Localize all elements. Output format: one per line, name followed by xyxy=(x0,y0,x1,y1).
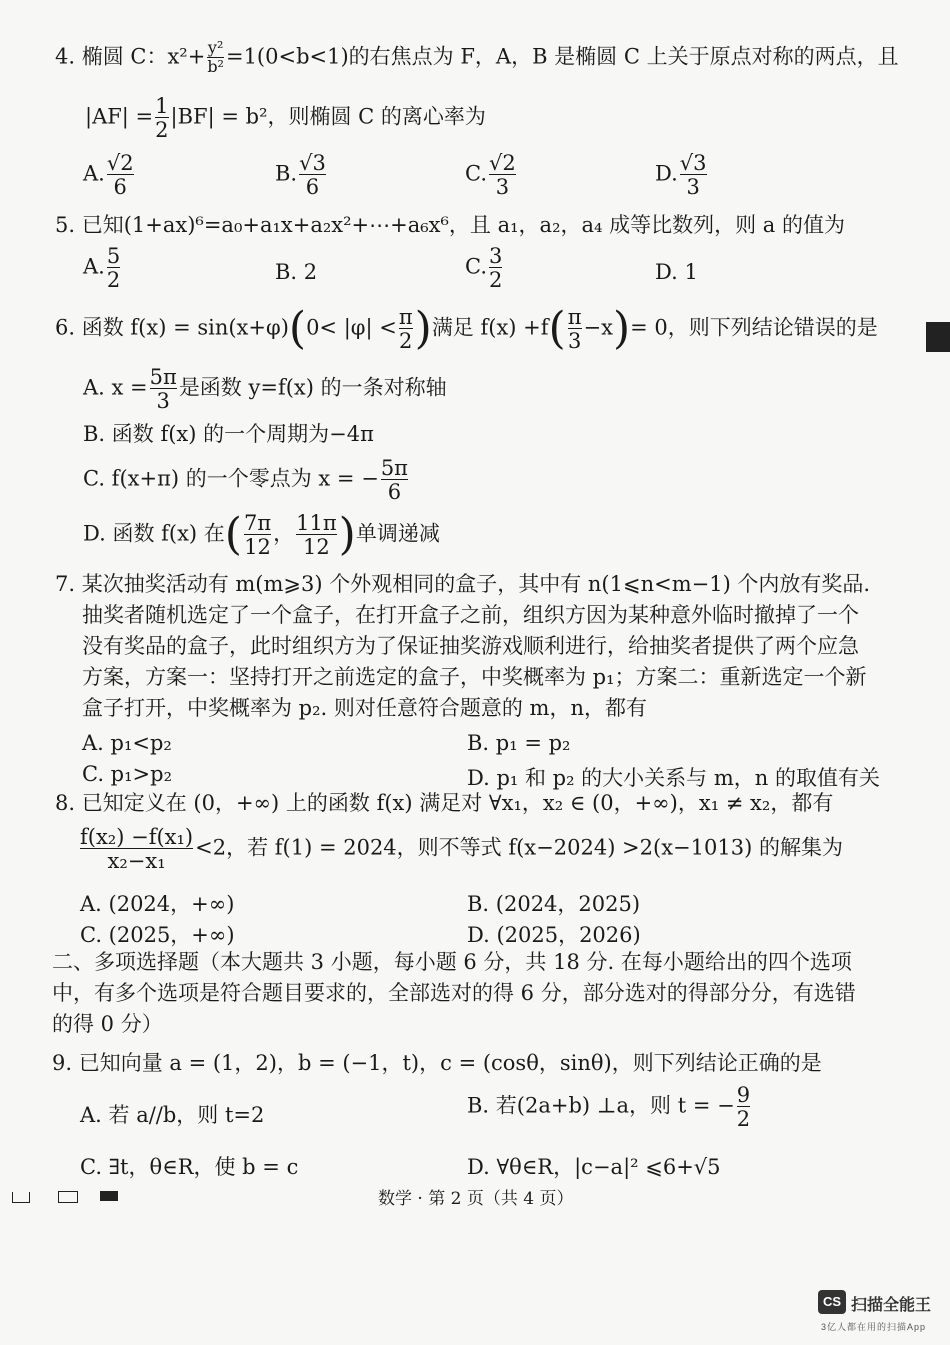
q6-option-a: A. x = $\frac{5\pi}{3}$ 是函数 y=f(x) 的一条对称轴 xyxy=(83,365,447,414)
footer-marker-1 xyxy=(12,1192,30,1203)
q7-line-2: 抽奖者随机选定了一个盒子，在打开盒子之前，组织方因为某种意外临时撤掉了一个 xyxy=(82,603,859,627)
q5-option-b: B. 2 xyxy=(275,260,318,284)
q8-option-c: C. (2025，+∞) xyxy=(80,923,235,947)
q4-option-c: C. $\frac{√2}{3}$ xyxy=(465,151,516,200)
q9-option-c: C. ∃t，θ∈R，使 b = c xyxy=(80,1155,299,1179)
q5-option-c: C. $\frac{3}{2}$ xyxy=(465,244,503,293)
q7-option-c: C. p₁>p₂ xyxy=(82,762,172,786)
q8-difference-quotient: $\frac{\text{f(x₂) −f(x₁)}}{\text{x₂−x₁}}$ xyxy=(80,825,194,874)
footer-page-label: 数学 · 第 2 页（共 4 页） xyxy=(378,1189,574,1209)
scanner-brand: 扫描全能王 xyxy=(851,1297,932,1314)
q9-stem: 9. 已知向量 a = (1，2)，b = (−1，t)，c = (cosθ，sinθ)，则下列结论正确的是 xyxy=(52,1051,822,1075)
q8-line1: 8. 已知定义在 (0，+∞) 上的函数 f(x) 满足对 ∀x₁，x₂ ∈ (0，+∞)，x₁ ≠ x₂，都有 xyxy=(55,791,834,815)
q7-option-a: A. p₁<p₂ xyxy=(82,731,172,755)
scanner-logo-icon: CS xyxy=(818,1290,846,1314)
scanner-slogan: 3亿人都在用的扫描App xyxy=(821,1322,927,1332)
q6-stem: 6. 函数 f(x) = sin(x+φ)(0< |φ| < $\frac{\pi}{2}$ )满足 f(x) +f( $\frac{\pi}{3}$ −x)= 0，则下列结论错误的是 xyxy=(55,303,878,355)
q9-option-b: B. 若(2a+b) ⊥a，则 t = − $\frac{9}{2}$ xyxy=(467,1083,751,1132)
section2-line-1: 二、多项选择题（本大题共 3 小题，每小题 6 分，共 18 分. 在每小题给出的四个选项 xyxy=(52,950,852,974)
q7-line-4: 方案，方案一：坚持打开之前选定的盒子，中奖概率为 p₁；方案二：重新选定一个新 xyxy=(82,665,867,689)
q8-option-b: B. (2024，2025) xyxy=(467,892,641,916)
q7-line-5: 盒子打开，中奖概率为 p₂. 则对任意符合题意的 m，n，都有 xyxy=(82,696,647,720)
q4-line1-pre: 4. 椭圆 C：x²+ xyxy=(55,44,206,69)
footer-marker-3 xyxy=(100,1191,118,1201)
q4-option-b: B. $\frac{√3}{6}$ xyxy=(275,151,326,200)
q5-option-d: D. 1 xyxy=(655,260,698,284)
section2-line-3: 的得 0 分） xyxy=(52,1012,163,1036)
q9-option-d: D. ∀θ∈R，|c−a|² ⩽6+√5 xyxy=(467,1155,721,1179)
q9-option-a: A. 若 a//b，则 t=2 xyxy=(80,1103,265,1127)
q7-line-3: 没有奖品的盒子，此时组织方为了保证抽奖游戏顺利进行，给抽奖者提供了两个应急 xyxy=(82,634,859,658)
q6-option-d: D. 函数 f(x) 在( $\frac{7\pi}{12}$ ， $\frac{11\pi}{12}$ )单调递减 xyxy=(83,509,440,561)
q4-line2 xyxy=(85,95,486,141)
section2-line-2: 中，有多个选项是符合题目要求的，全部选对的得 6 分，部分选对的得部分分，有选错 xyxy=(52,981,856,1005)
q8-option-d: D. (2025，2026) xyxy=(467,923,641,947)
q5-stem: 5. 已知(1+ax)⁶=a₀+a₁x+a₂x²+⋯+a₆x⁶，且 a₁，a₂，a₄ 成等比数列，则 a 的值为 xyxy=(55,213,845,237)
q4-line1 xyxy=(55,40,899,76)
q6-option-c: C. f(x+π) 的一个零点为 x = − $\frac{5\pi}{6}$ xyxy=(83,456,408,505)
q4-option-d: D. $\frac{√3}{3}$ xyxy=(655,151,707,200)
q6-option-b: B. 函数 f(x) 的一个周期为−4π xyxy=(83,422,374,446)
q7-line-1: 7. 某次抽奖活动有 m(m⩾3) 个外观相同的盒子，其中有 n(1⩽n<m−1) 个内放有奖品. xyxy=(55,572,871,596)
q4-half-fraction: $\frac{1}{2}$ xyxy=(155,94,169,143)
q4-line2-pre: |AF| = xyxy=(85,104,154,129)
q4-line2-post: |BF| = b²，则椭圆 C 的离心率为 xyxy=(170,104,486,129)
q7-option-d: D. p₁ 和 p₂ 的大小关系与 m，n 的取值有关 xyxy=(467,766,880,790)
q4-y2-b2-fraction: $\frac{\text{y²}}{\text{b²}}$ xyxy=(207,38,224,76)
q7-option-b: B. p₁ = p₂ xyxy=(467,731,571,755)
q5-option-a: A. $\frac{5}{2}$ xyxy=(83,244,121,293)
q4-line1-post: =1(0<b<1)的右焦点为 F，A，B 是椭圆 C 上关于原点对称的两点，且 xyxy=(225,44,899,69)
q8-line2: $\frac{\text{f(x₂) −f(x₁)}}{\text{x₂−x₁}}$ <2，若 f(1) = 2024，则不等式 f(x−2024) >2(x−1013) 的解集为 xyxy=(80,825,843,874)
q4-option-a: A. $\frac{√2}{6}$ xyxy=(83,151,134,200)
q8-option-a: A. (2024，+∞) xyxy=(80,892,235,916)
edge-registration-mark xyxy=(926,322,950,352)
footer-marker-2 xyxy=(58,1191,78,1203)
